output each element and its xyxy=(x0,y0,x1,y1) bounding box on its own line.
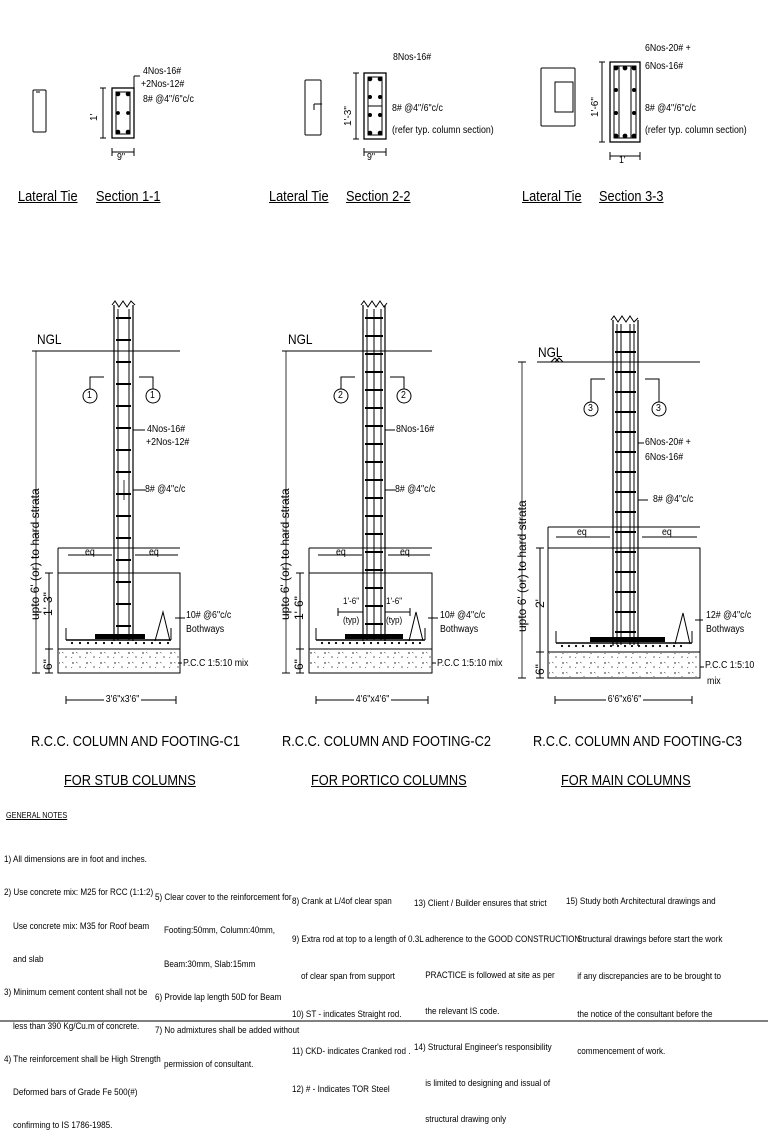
lateral-tie-1 xyxy=(33,90,46,132)
c2-pcc: P.C.C 1:5:10 mix xyxy=(437,658,503,669)
section-2-bars-1: 8Nos-16# xyxy=(393,52,432,63)
section-3-dim-v: 1'-6" xyxy=(590,97,601,117)
footing-c3-linework xyxy=(518,316,704,704)
c1-title: R.C.C. COLUMN AND FOOTING-C1 xyxy=(31,733,240,750)
note-line: 8) Crank at L/4of clear span xyxy=(292,896,392,906)
c1-pcc: P.C.C 1:5:10 mix xyxy=(183,658,249,669)
section-1-ties: 8# @4"/6"c/c xyxy=(143,94,194,105)
section-3-note: (refer typ. column section) xyxy=(645,125,747,136)
note-line: 11) CKD- indicates Cranked rod . xyxy=(292,1046,411,1056)
note-line: 2) Use concrete mix: M25 for RCC (1:1:2) xyxy=(4,887,154,898)
c2-ties: 8# @4"c/c xyxy=(395,484,436,495)
note-line: Footing:50mm, Column:40mm, xyxy=(155,925,275,936)
c1-subtitle: FOR STUB COLUMNS xyxy=(64,772,196,789)
lateral-tie-label-3: Lateral Tie xyxy=(522,188,582,205)
note-line: 1) All dimensions are in foot and inches. xyxy=(4,854,147,865)
c3-mesh-2: Bothways xyxy=(706,624,745,635)
notes-column-3 xyxy=(292,870,424,1108)
c2-crank-right: 1'-6" xyxy=(386,596,403,606)
notes-column-5 xyxy=(566,870,722,1070)
c3-eq-right: eq xyxy=(662,527,672,538)
c3-footing-depth: 2' xyxy=(533,599,547,608)
footing-c1-linework xyxy=(32,301,185,704)
note-line: 6) Provide lap length 50D for Beam xyxy=(155,992,282,1003)
c2-crank-left: 1'-6" xyxy=(343,596,360,606)
note-line: Use concrete mix: M35 for Roof beam xyxy=(4,920,150,931)
c1-bars-2: +2Nos-12# xyxy=(146,437,190,448)
section-3-3 xyxy=(599,62,640,160)
lateral-tie-2 xyxy=(305,80,322,135)
note-line: confirming to IS 1786-1985. xyxy=(4,1120,113,1131)
note-line: PRACTICE is followed at site as per xyxy=(414,970,555,980)
note-line: Structural drawings before start the work xyxy=(566,933,723,944)
section-1-bars-1: 4Nos-16# xyxy=(143,66,182,77)
c1-marker-right: 1 xyxy=(150,390,155,401)
note-line: 12) # - Indicates TOR Steel xyxy=(292,1083,390,1094)
c2-size: 4'6"x4'6" xyxy=(355,694,390,705)
section-2-note: (refer typ. column section) xyxy=(392,125,494,136)
c3-marker-right: 3 xyxy=(656,403,661,414)
section-3-ties: 8# @4"/6"c/c xyxy=(645,103,696,114)
c1-eq-left: eq xyxy=(85,547,95,558)
notes-column-1 xyxy=(4,832,161,1143)
note-line: the relevant IS code. xyxy=(414,1006,500,1016)
note-line: 15) Study both Architectural drawings and xyxy=(566,896,716,906)
c2-pcc-depth: 6" xyxy=(292,659,306,670)
c2-eq-left: eq xyxy=(336,547,346,558)
section-2-2 xyxy=(353,73,386,156)
section-1-1 xyxy=(100,76,140,156)
c3-title: R.C.C. COLUMN AND FOOTING-C3 xyxy=(533,733,742,750)
note-line: 13) Client / Builder ensures that strict xyxy=(414,898,547,908)
notes-column-2 xyxy=(155,870,299,1081)
c3-subtitle: FOR MAIN COLUMNS xyxy=(561,772,691,789)
c3-bars-2: 6Nos-16# xyxy=(645,452,684,463)
general-notes-heading: GENERAL NOTES xyxy=(6,810,68,820)
note-line: permission of consultant. xyxy=(155,1058,254,1069)
c3-marker-left: 3 xyxy=(588,403,593,414)
c1-depth-text: upto 6' (or) to hard strata xyxy=(28,488,42,620)
note-line: less than 390 Kg/Cu.m of concrete. xyxy=(4,1020,140,1031)
note-line: 10) ST - indicates Straight rod. xyxy=(292,1008,402,1019)
c2-crank-typ-right: (typ) xyxy=(386,615,403,625)
lateral-tie-label-2: Lateral Tie xyxy=(269,188,329,205)
c2-marker-left: 2 xyxy=(338,390,343,401)
section-1-dim-v: 1' xyxy=(89,113,100,121)
section-3-bars-1: 6Nos-20# + xyxy=(645,43,691,54)
note-line: Beam:30mm, Slab:15mm xyxy=(155,958,256,969)
note-line: of clear span from support xyxy=(292,971,395,981)
note-line: 14) Structural Engineer's responsibility xyxy=(414,1042,552,1052)
c1-mesh-1: 10# @6"c/c xyxy=(186,610,232,621)
section-2-dim-v: 1'-3" xyxy=(343,106,354,126)
c2-bars-1: 8Nos-16# xyxy=(396,424,435,435)
note-line: and slab xyxy=(4,954,44,965)
c1-ties: 8# @4"c/c xyxy=(145,484,186,495)
c3-eq-left: eq xyxy=(577,527,587,538)
c1-footing-depth: 1'-3" xyxy=(41,592,55,616)
note-line: 5) Clear cover to the reinforcement for xyxy=(155,892,292,903)
note-line: 9) Extra rod at top to a length of 0.3L xyxy=(292,933,424,944)
c3-pcc-depth: 6" xyxy=(533,664,547,675)
c2-ngl: NGL xyxy=(288,331,313,347)
section-3-dim-h: 1' xyxy=(619,155,626,166)
c2-title: R.C.C. COLUMN AND FOOTING-C2 xyxy=(282,733,491,750)
c1-marker-left: 1 xyxy=(87,390,92,401)
c2-marker-right: 2 xyxy=(401,390,406,401)
note-line: the notice of the consultant before the xyxy=(566,1008,713,1019)
c3-depth-text: upto 6' (or) to hard strata xyxy=(515,500,529,632)
c2-depth-text: upto 6' (or) to hard strata xyxy=(278,488,292,620)
c3-pcc: P.C.C 1:5:10 xyxy=(705,660,755,671)
section-2-ties: 8# @4"/6"c/c xyxy=(392,103,443,114)
c1-eq-right: eq xyxy=(149,547,159,558)
c2-eq-right: eq xyxy=(400,547,410,558)
section-1-dim-h: 9" xyxy=(117,152,126,163)
note-line: 4) The reinforcement shall be High Strength xyxy=(4,1053,161,1064)
note-line: structural drawing only xyxy=(414,1114,507,1124)
c1-ngl: NGL xyxy=(37,331,62,347)
c3-bars-1: 6Nos-20# + xyxy=(645,437,691,448)
c2-crank-typ-left: (typ) xyxy=(343,615,360,625)
note-line: is limited to designing and issual of xyxy=(414,1078,551,1088)
section-3-bars-2: 6Nos-16# xyxy=(645,61,684,72)
lateral-tie-3 xyxy=(541,68,575,126)
c1-size: 3'6"x3'6" xyxy=(105,694,140,705)
section-2-label: Section 2-2 xyxy=(346,188,411,205)
c1-pcc-depth: 6" xyxy=(41,659,55,670)
note-line: 3) Minimum cement content shall not be xyxy=(4,987,148,998)
section-2-dim-h: 9" xyxy=(367,152,376,163)
section-3-label: Section 3-3 xyxy=(599,188,664,205)
footing-c2-linework xyxy=(282,301,438,704)
note-line: adherence to the GOOD CONSTRUCTION xyxy=(414,934,581,944)
c3-size: 6'6"x6'6" xyxy=(607,694,642,705)
note-line: if any discrepancies are to be brought to xyxy=(566,971,722,981)
c1-bars-1: 4Nos-16# xyxy=(147,424,186,435)
c2-mesh-2: Bothways xyxy=(440,624,479,635)
c2-footing-depth: 1'-6" xyxy=(292,596,306,620)
c3-mesh-1: 12# @4"c/c xyxy=(706,610,752,621)
note-line: Deformed bars of Grade Fe 500(#) xyxy=(4,1087,138,1098)
notes-column-4 xyxy=(414,873,580,1137)
note-line: 7) No admixtures shall be added without xyxy=(155,1025,300,1036)
note-line: commencement of work. xyxy=(566,1046,666,1056)
c3-pcc-mix: mix xyxy=(707,676,721,687)
c2-subtitle: FOR PORTICO COLUMNS xyxy=(311,772,467,789)
c3-ngl: NGL xyxy=(538,344,563,360)
section-1-label: Section 1-1 xyxy=(96,188,161,205)
section-1-bars-2: +2Nos-12# xyxy=(141,79,185,90)
c3-ties: 8# @4"c/c xyxy=(653,494,694,505)
c2-mesh-1: 10# @4"c/c xyxy=(440,610,486,621)
c1-mesh-2: Bothways xyxy=(186,624,225,635)
lateral-tie-label-1: Lateral Tie xyxy=(18,188,78,205)
